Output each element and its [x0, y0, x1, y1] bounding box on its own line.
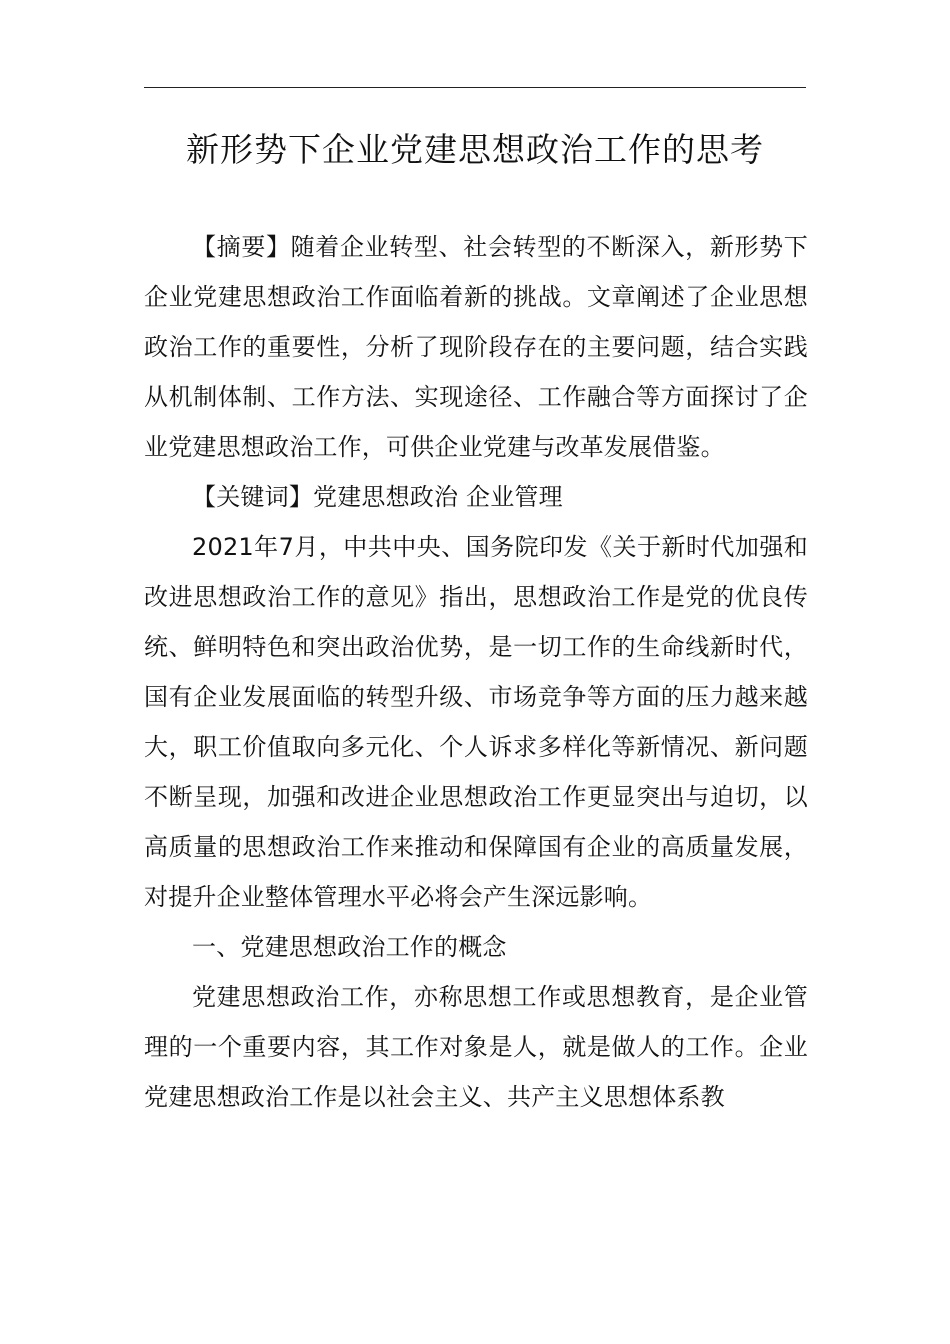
section-paragraph: 党建思想政治工作，亦称思想工作或思想教育，是企业管理的一个重要内容，其工作对象是人，就是做人的工作。企业党建思想政治工作是以社会主义、共产主义思想体系教: [144, 983, 808, 1111]
intro-paragraph: 2021年7月，中共中央、国务院印发《关于新时代加强和改进思想政治工作的意见》指出，思想政治工作是党的优良传统、鲜明特色和突出政治优势，是一切工作的生命线新时代，国有企业发展面临的转型升级、市场竞争等方面的压力越来越大，职工价值取向多元化、个人诉求多样化等新情况、新问题不断呈现，加强和改进企业思想政治工作更显突出与迫切，以高质量的思想政治工作来推动和保障国有企业的高质量发展，对提升企业整体管理水平必将会产生深远影响。: [144, 533, 808, 911]
document-title: 新形势下企业党建思想政治工作的思考: [186, 130, 764, 169]
section-heading: 一、党建思想政治工作的概念: [192, 933, 507, 961]
keywords-paragraph: 【关键词】党建思想政治 企业管理: [192, 483, 563, 511]
abstract-paragraph: 【摘要】随着企业转型、社会转型的不断深入，新形势下企业党建思想政治工作面临着新的挑战。文章阐述了企业思想政治工作的重要性，分析了现阶段存在的主要问题，结合实践从机制体制、工作方法、实现途径、工作融合等方面探讨了企业党建思想政治工作，可供企业党建与改革发展借鉴。: [144, 233, 808, 461]
header-rule: [144, 87, 806, 88]
document-body: [144, 222, 808, 1122]
